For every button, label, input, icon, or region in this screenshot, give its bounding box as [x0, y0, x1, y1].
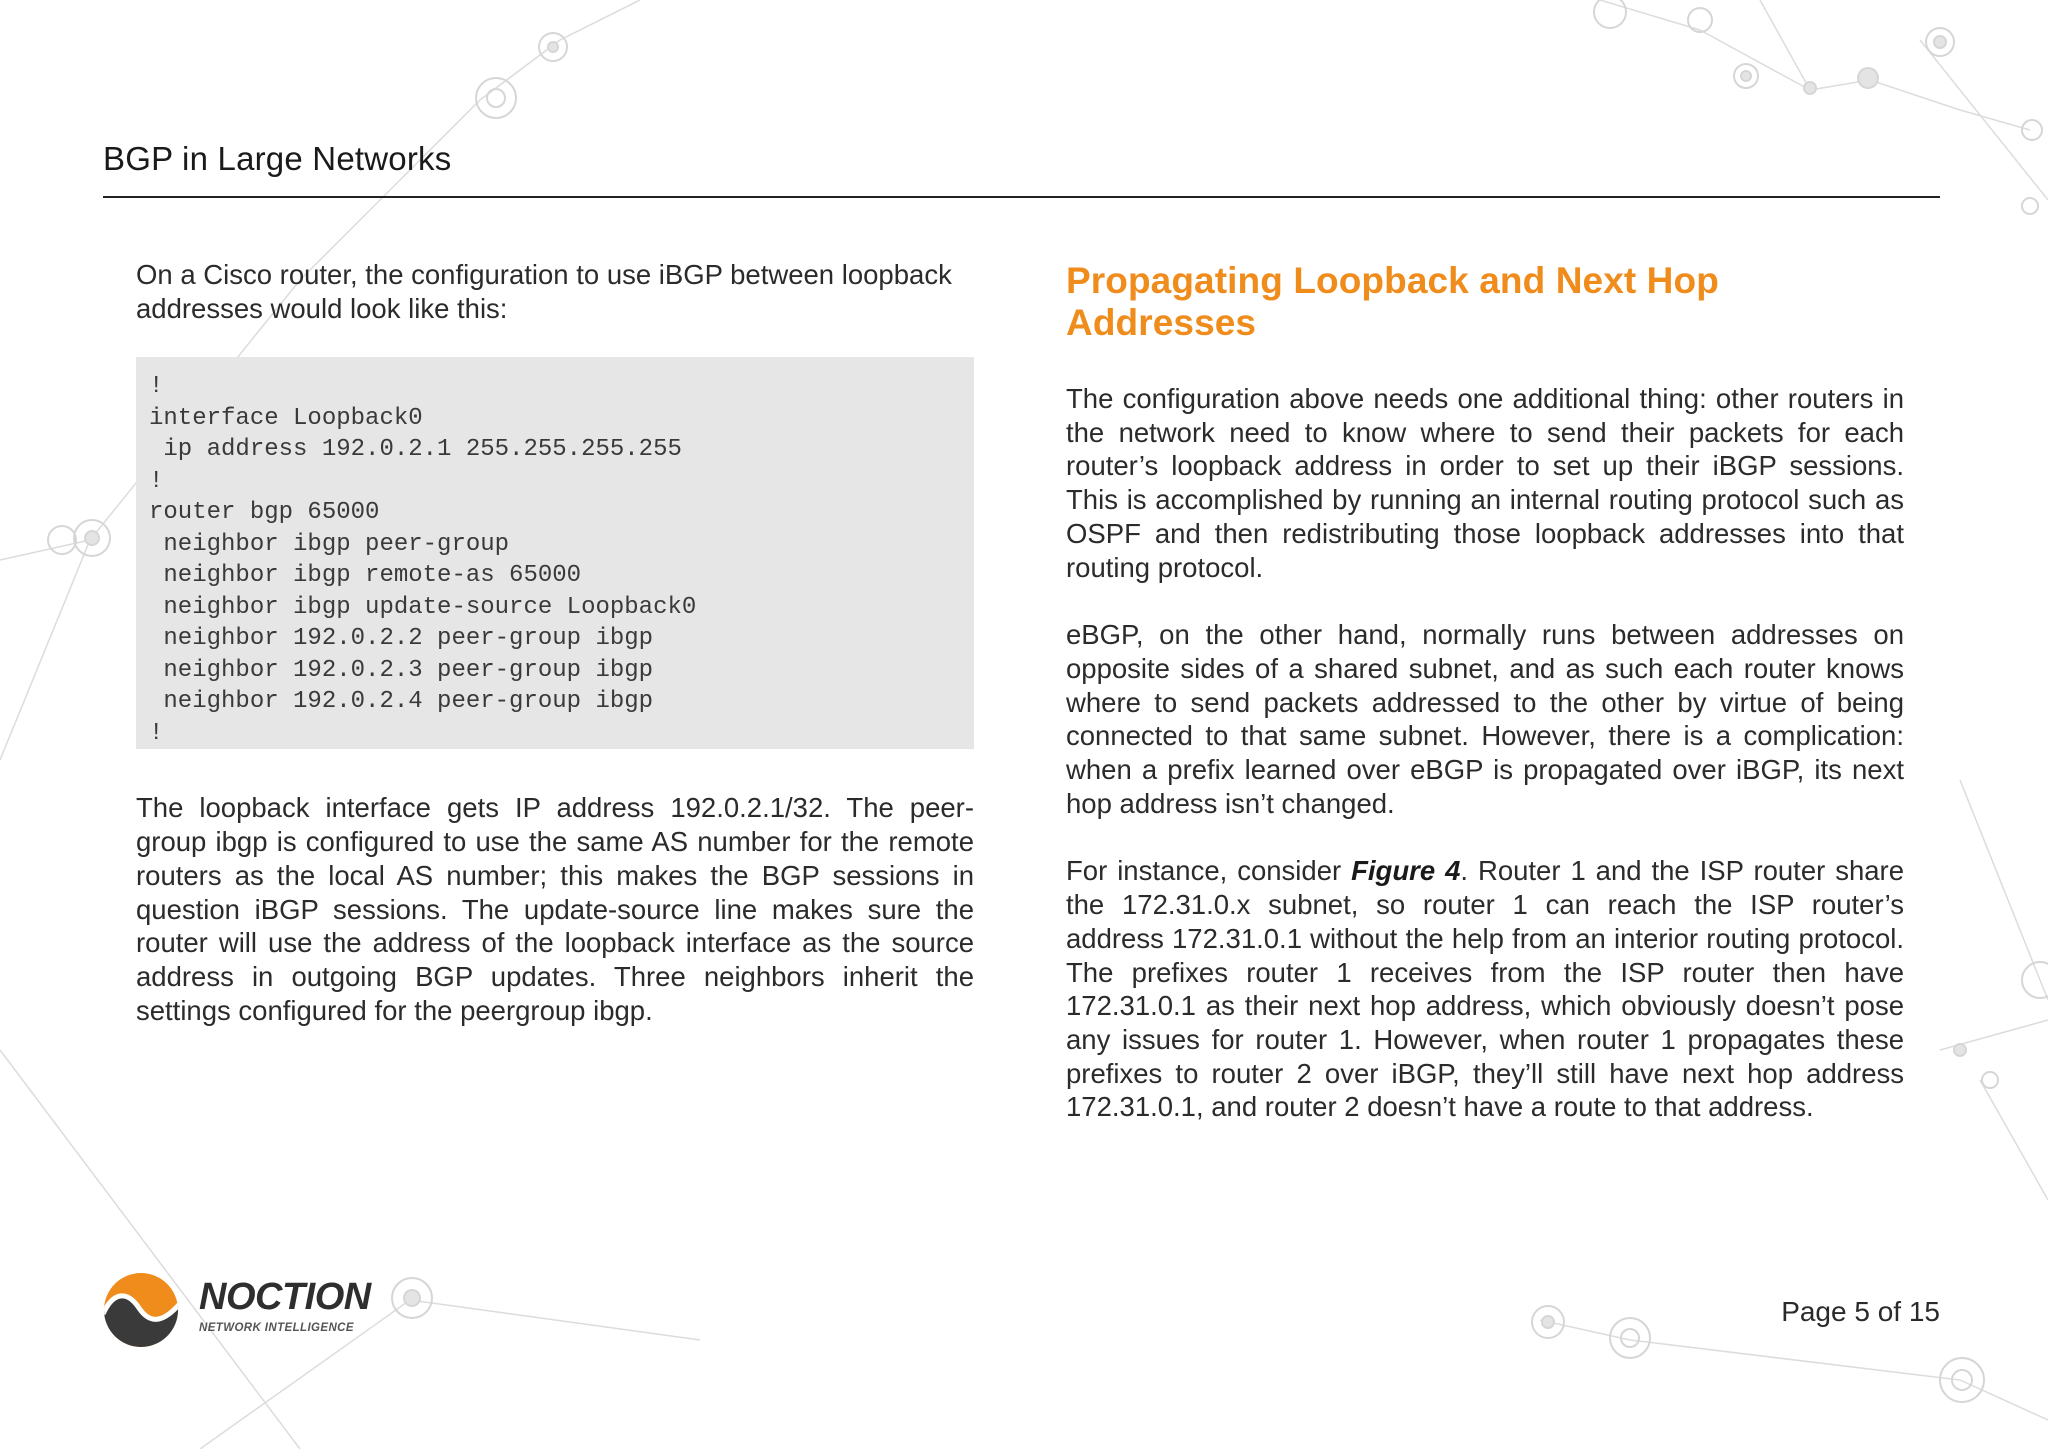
paragraph-loopback-routing: The configuration above needs one additional thing: other routers in the network need to know where to send their packets for each router’s loopback address in order to set up their iBGP sessions. This is accomplished by running an internal routing protocol such as OSPF and then redistributing those loopback addresses into that routing protocol. — [1066, 383, 1904, 583]
code-line: neighbor 192.0.2.2 peer-group ibgp — [149, 625, 654, 653]
noction-logo — [103, 1270, 403, 1350]
code-line: ! — [149, 467, 164, 495]
document-header-title: BGP in Large Networks — [103, 140, 452, 177]
noction-logo-mark-icon — [103, 1270, 183, 1350]
intro-paragraph: On a Cisco router, the configuration to use iBGP between loopback addresses would look like this: — [136, 259, 952, 324]
code-block — [136, 357, 974, 749]
code-line: ip address 192.0.2.1 255.255.255.255 — [149, 436, 682, 464]
logo-wordmark: NOCTION — [199, 1276, 371, 1318]
code-line: neighbor 192.0.2.4 peer-group ibgp — [149, 688, 654, 716]
code-line: neighbor ibgp peer-group — [149, 530, 510, 558]
code-line: neighbor 192.0.2.3 peer-group ibgp — [149, 656, 654, 684]
right-column — [1066, 258, 1904, 1124]
paragraph-figure-example — [1066, 854, 1904, 1124]
paragraph-text: . Router 1 and the ISP router share the 172.31.0.x subnet, so router 1 can reach the ISP router’s address 172.31.0.1 without the help from an interior routing protocol. The prefixes router 1 receives from the ISP router then have 172.31.0.1 as their next hop address, which obviously doesn’t pose any issues for router 1. However, when router 1 propagates these prefixes to router 2 over iBGP, they’ll still have next hop address 172.31.0.1, and router 2 doesn’t have a route to that address. — [1066, 855, 1905, 1123]
code-line: interface Loopback0 — [149, 404, 423, 432]
page-number: Page 5 of 15 — [1781, 1296, 1940, 1327]
code-line: ! — [149, 719, 164, 747]
paragraph-ebgp-next-hop: eBGP, on the other hand, normally runs between addresses on opposite sides of a shared subnet, and as such each router knows where to send packets addressed to the other by virtue of being connected to that same subnet. However, there is a complication: when a prefix learned over eBGP is propagated over iBGP, its next hop address isn’t changed. — [1066, 619, 1904, 819]
logo-tagline: NETWORK INTELLIGENCE — [199, 1322, 354, 1334]
code-line: neighbor ibgp update-source Loopback0 — [149, 593, 697, 621]
left-column — [136, 258, 974, 1027]
code-line: router bgp 65000 — [149, 499, 380, 527]
figure-reference: Figure 4 — [1351, 855, 1461, 887]
section-heading: Propagating Loopback and Next Hop Addresses — [1066, 260, 1719, 343]
code-line: ! — [149, 373, 164, 401]
code-line: neighbor ibgp remote-as 65000 — [149, 562, 582, 590]
explanation-paragraph: The loopback interface gets IP address 192.0.2.1/32. The peer-group ibgp is configured to use the same AS number for the remote routers as the local AS number; this makes the BGP sessions in question iBGP sessions. The update-source line makes sure the router will use the address of the loopback interface as the source address in outgoing BGP updates. Three neighbors inherit the settings configured for the peergroup ibgp. — [136, 792, 974, 1026]
header-divider — [103, 196, 1940, 198]
paragraph-text: For instance, consider — [1066, 855, 1352, 887]
